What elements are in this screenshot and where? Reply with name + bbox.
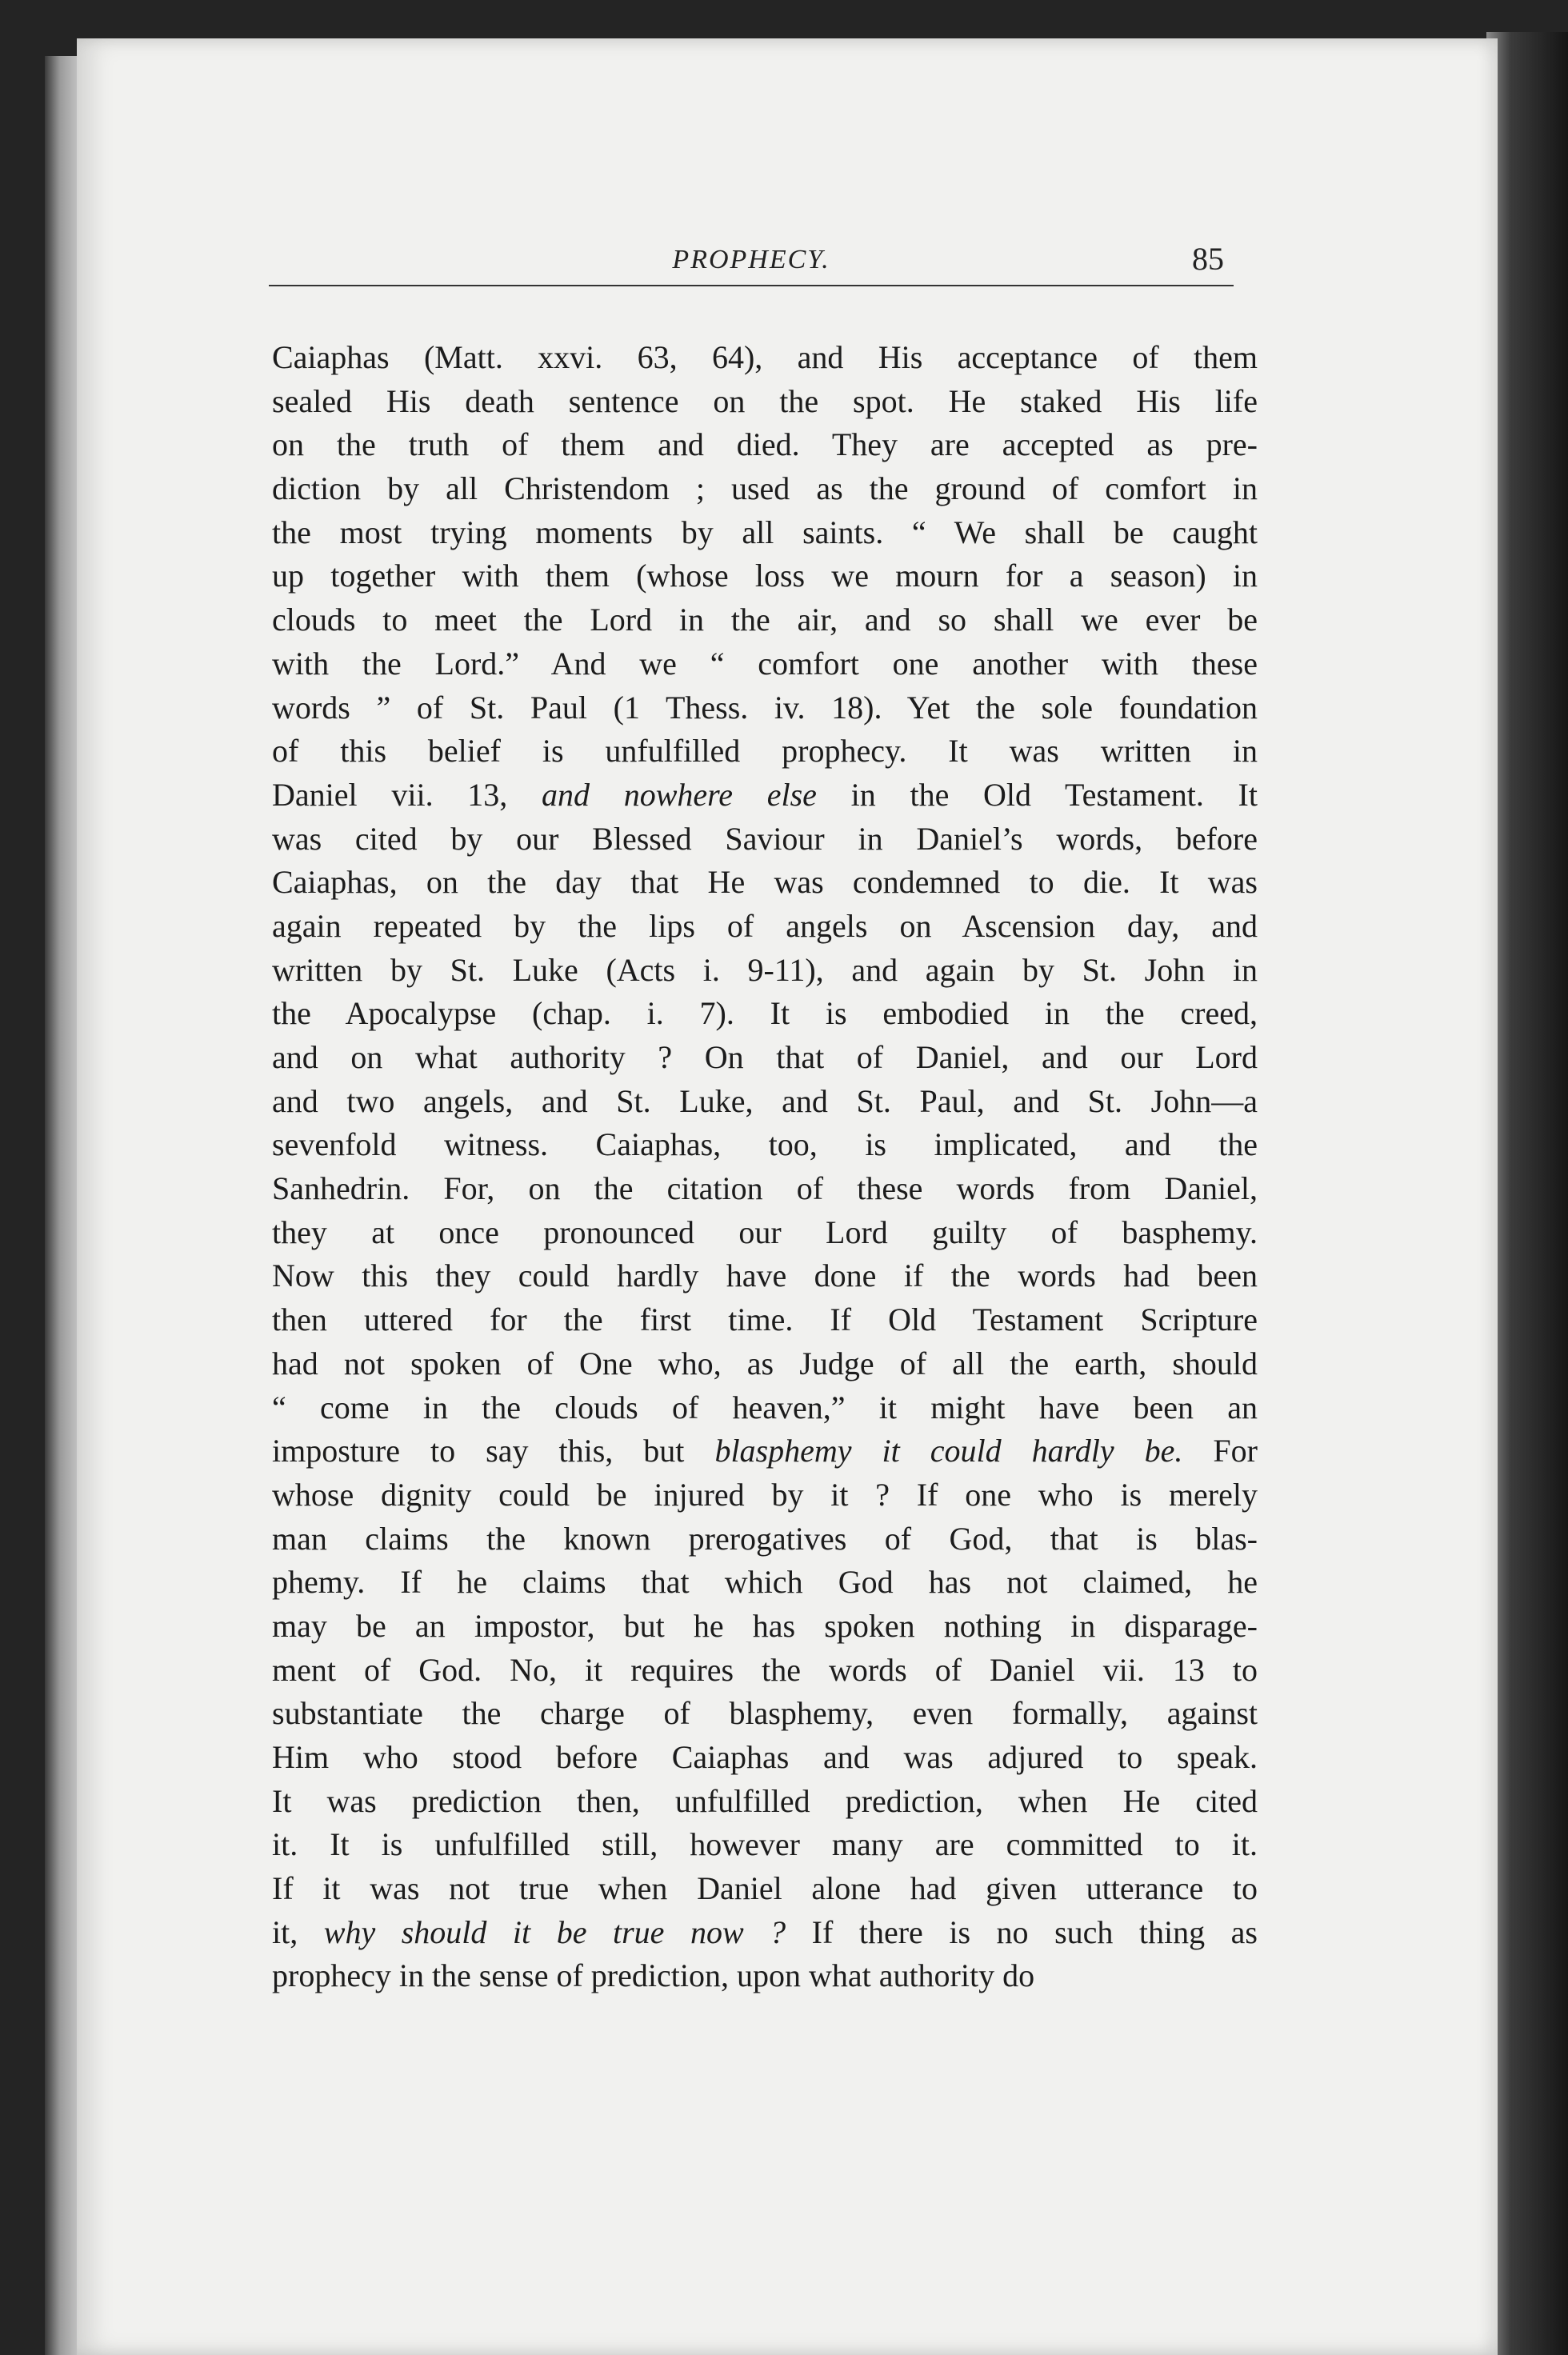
text-run: may be an impostor, but he has spoken nothing in disparage- xyxy=(272,1607,1258,1644)
text-run: phemy. If he claims that which God has not claimed, he xyxy=(272,1564,1258,1601)
text-line xyxy=(272,423,1258,467)
text-line xyxy=(272,511,1258,555)
text-line xyxy=(272,1517,1258,1561)
text-run: of this belief is unfulfilled prophecy. It was written in xyxy=(272,733,1258,770)
text-line xyxy=(272,1386,1258,1430)
running-head: PROPHECY. xyxy=(672,245,830,274)
italic-phrase: blasphemy it could hardly be. xyxy=(714,1433,1183,1469)
text-run: sealed His death sentence on the spot. He staked His life xyxy=(272,382,1258,419)
text-run: it. It is unfulfilled still, however many are committed to it. xyxy=(272,1826,1258,1863)
text-run: up together with them (whose loss we mourn for a season) in xyxy=(272,558,1258,594)
text-run: sevenfold witness. Caiaphas, too, is implicated, and the xyxy=(272,1126,1258,1163)
text-run: words ” of St. Paul (1 Thess. iv. 18). Yet the sole foundation xyxy=(272,689,1258,726)
text-run: Now this they could hardly have done if the words had been xyxy=(272,1257,1258,1294)
text-run: and on what authority ? On that of Daniel, and our Lord xyxy=(272,1039,1258,1075)
text-line xyxy=(272,1692,1258,1736)
page-header xyxy=(269,240,1234,296)
text-run: again repeated by the lips of angels on Ascension day, and xyxy=(272,907,1258,944)
text-line xyxy=(272,1123,1258,1167)
text-line xyxy=(272,1649,1258,1693)
text-line xyxy=(272,1342,1258,1386)
text-run: For xyxy=(1182,1433,1258,1469)
text-line xyxy=(272,1605,1258,1649)
text-line xyxy=(272,818,1258,862)
text-run: substantiate the charge of blasphemy, even formally, against xyxy=(272,1695,1258,1732)
text-line xyxy=(272,1911,1258,1955)
text-line xyxy=(272,642,1258,686)
text-run: Him who stood before Caiaphas and was adjured to speak. xyxy=(272,1739,1258,1775)
text-run: diction by all Christendom ; used as the ground of comfort in xyxy=(272,470,1258,507)
text-run: Daniel vii. 13, xyxy=(272,776,542,813)
text-run: clouds to meet the Lord in the air, and so shall we ever be xyxy=(272,602,1258,638)
text-run: imposture to say this, but xyxy=(272,1433,715,1469)
text-run: was cited by our Blessed Saviour in Daniel’s words, before xyxy=(272,820,1258,857)
page-number: 85 xyxy=(1192,241,1224,277)
text-run: with the Lord.” And we “ comfort one another with these xyxy=(272,645,1258,682)
text-run: Caiaphas (Matt. xxvi. 63, 64), and His acceptance of them xyxy=(272,339,1258,375)
text-line xyxy=(272,1298,1258,1342)
text-line xyxy=(272,336,1258,380)
text-line xyxy=(272,949,1258,993)
text-line xyxy=(272,380,1258,424)
header-rule xyxy=(269,285,1234,286)
text-run: man claims the known prerogatives of God, that is blas- xyxy=(272,1520,1258,1557)
text-line xyxy=(272,774,1258,818)
text-line xyxy=(272,1823,1258,1867)
italic-phrase: why should it be true now ? xyxy=(323,1913,786,1950)
text-line xyxy=(272,554,1258,598)
text-run: Caiaphas, on the day that He was condemned to die. It was xyxy=(272,864,1258,901)
text-line xyxy=(272,1954,1258,1998)
text-line xyxy=(272,1561,1258,1605)
text-line xyxy=(272,1211,1258,1255)
text-line xyxy=(272,905,1258,949)
text-run: whose dignity could be injured by it ? If one who is merely xyxy=(272,1476,1258,1513)
text-line xyxy=(272,598,1258,642)
text-line xyxy=(272,1036,1258,1080)
text-run: the Apocalypse (chap. i. 7). It is embodied in the creed, xyxy=(272,995,1258,1032)
text-run: Sanhedrin. For, on the citation of these words from Daniel, xyxy=(272,1170,1258,1207)
text-line xyxy=(272,730,1258,774)
text-run: “ come in the clouds of heaven,” it might have been an xyxy=(272,1389,1258,1425)
text-run: on the truth of them and died. They are accepted as pre- xyxy=(272,426,1258,463)
text-line xyxy=(272,861,1258,905)
text-run: in the Old Testament. It xyxy=(816,776,1258,813)
text-run: the most trying moments by all saints. “ We shall be caught xyxy=(272,514,1258,550)
text-run: If it was not true when Daniel alone had given utterance to xyxy=(272,1870,1258,1907)
italic-phrase: and nowhere else xyxy=(542,776,817,813)
body-text xyxy=(272,336,1258,1998)
text-line xyxy=(272,467,1258,511)
text-line xyxy=(272,1080,1258,1124)
text-run: then uttered for the first time. If Old Testament Scripture xyxy=(272,1301,1258,1338)
text-line xyxy=(272,992,1258,1036)
text-run: prophecy in the sense of prediction, upon what authority do xyxy=(272,1957,1035,1994)
text-line xyxy=(272,1867,1258,1911)
book-right-edge xyxy=(1486,32,1568,2355)
text-line xyxy=(272,1780,1258,1824)
text-line xyxy=(272,1254,1258,1298)
text-line xyxy=(272,1167,1258,1211)
text-run: If there is no such thing as xyxy=(786,1913,1258,1950)
text-line xyxy=(272,1736,1258,1780)
text-line xyxy=(272,686,1258,730)
text-line xyxy=(272,1473,1258,1517)
text-run: they at once pronounced our Lord guilty of basphemy. xyxy=(272,1213,1258,1250)
text-run: and two angels, and St. Luke, and St. Paul, and St. John—a xyxy=(272,1082,1258,1119)
text-run: It was prediction then, unfulfilled prediction, when He cited xyxy=(272,1782,1258,1819)
text-run: written by St. Luke (Acts i. 9-11), and again by St. John in xyxy=(272,951,1258,988)
text-run: ment of God. No, it requires the words of Daniel vii. 13 to xyxy=(272,1651,1258,1688)
text-run: it, xyxy=(272,1913,324,1950)
text-line xyxy=(272,1429,1258,1473)
text-run: had not spoken of One who, as Judge of all the earth, should xyxy=(272,1345,1258,1381)
